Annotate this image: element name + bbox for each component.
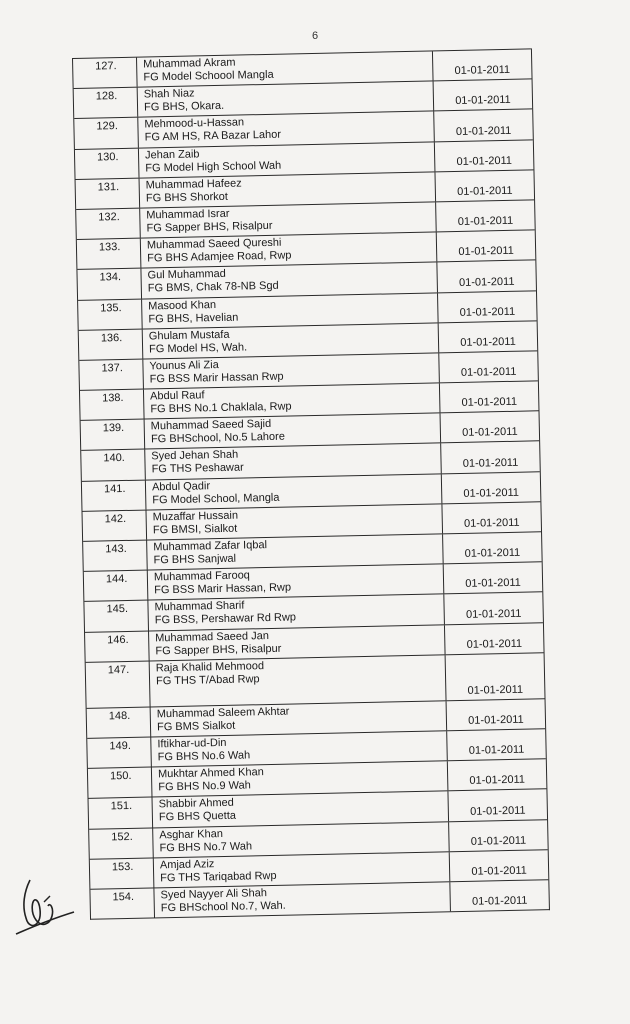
serial-number: 143.: [83, 541, 148, 572]
person-name: Amjad Aziz: [159, 857, 215, 872]
school-name: FG AM HS, RA Bazar Lahor: [144, 129, 282, 144]
name-cell: [153, 822, 450, 857]
name-cell: [140, 172, 437, 207]
person-name: Syed Jehan Shah: [151, 449, 239, 463]
date-cell: 01-01-2011: [454, 64, 511, 78]
school-name: FG THS T/Abad Rwp: [155, 672, 260, 688]
name-cell: [141, 233, 438, 268]
serial-number: 128.: [74, 88, 139, 119]
person-name: Syed Nayyer Ali Shah: [160, 886, 268, 902]
date-cell: 01-01-2011: [458, 245, 514, 259]
name-cell: [150, 655, 447, 706]
date-cell: 01-01-2011: [457, 184, 513, 198]
serial-number: 127.: [73, 58, 138, 89]
serial-number: 132.: [76, 209, 141, 240]
serial-number: 149.: [87, 737, 152, 768]
school-name: FG BHS Adamjee Road, Rwp: [147, 249, 292, 265]
person-name: Abdul Rauf: [149, 389, 205, 403]
school-name: FG Model HS, Wah.: [148, 341, 248, 356]
name-cell: [145, 444, 442, 479]
school-name: FG Model Schoool Mangla: [143, 68, 274, 84]
name-cell: [138, 112, 435, 147]
school-name: FG BHS No.7 Wah: [159, 839, 253, 854]
serial-number: 134.: [77, 269, 142, 300]
person-name: Ghulam Mustafa: [148, 328, 230, 343]
serial-number: 135.: [78, 299, 143, 330]
school-name: FG BSS Marir Hassan, Rwp: [154, 581, 292, 597]
date-cell: 01-01-2011: [455, 124, 512, 138]
date-cell: 01-01-2011: [468, 743, 525, 757]
name-cell: [139, 142, 436, 177]
date-cell: 01-01-2011: [467, 683, 524, 697]
person-name: Shabbir Ahmed: [158, 797, 234, 811]
school-name: FG BHS No.9 Wah: [158, 779, 251, 794]
serial-number: 141.: [82, 480, 147, 511]
person-name: Mukhtar Ahmed Khan: [157, 766, 264, 781]
name-cell: [147, 534, 444, 569]
person-name: Muhammad Saeed Qureshi: [146, 236, 282, 252]
serial-number: 154.: [90, 888, 155, 919]
person-name: Younus Ali Zia: [149, 358, 219, 373]
name-cell: [151, 701, 448, 736]
person-name: Muhammad Farooq: [153, 569, 251, 584]
person-name: Muhammad Saeed Sajid: [150, 418, 272, 433]
person-name: Iftikhar-ud-Din: [157, 736, 227, 751]
person-name: Shah Niaz: [143, 87, 195, 101]
name-cell: [148, 595, 445, 630]
serial-number: 140.: [81, 450, 146, 481]
name-cell: [143, 353, 440, 388]
name-cell: [142, 293, 439, 328]
date-cell: 01-01-2011: [465, 577, 521, 591]
person-name: Asghar Khan: [159, 827, 224, 841]
serial-number: 139.: [81, 420, 146, 451]
name-cell: [143, 323, 440, 358]
name-cell: [154, 852, 451, 887]
school-name: FG BHS, Okara.: [143, 100, 225, 114]
person-name: Muhammad Zafar Iqbal: [153, 539, 268, 554]
serial-number: 129.: [74, 118, 139, 149]
school-name: FG BHS Shorkot: [145, 190, 228, 205]
staff-table: [72, 48, 550, 920]
school-name: FG BMS Sialkot: [156, 719, 236, 734]
serial-number: 138.: [80, 390, 145, 421]
person-name: Abdul Qadir: [151, 479, 211, 494]
school-name: FG BHS, Havelian: [148, 311, 239, 325]
serial-number: 147.: [86, 661, 151, 707]
serial-number: 137.: [79, 359, 144, 390]
date-cell: 01-01-2011: [460, 335, 516, 349]
person-name: Masood Khan: [148, 298, 217, 312]
name-cell: [151, 731, 448, 766]
date-cell: 01-01-2011: [456, 154, 513, 168]
date-cell: 01-01-2011: [462, 456, 519, 470]
serial-number: 145.: [84, 601, 149, 632]
date-cell: 01-01-2011: [455, 94, 511, 108]
school-name: FG THS Tariqabad Rwp: [160, 869, 277, 885]
serial-number: 144.: [84, 571, 149, 602]
school-name: FG Model School, Mangla: [152, 491, 280, 507]
person-name: Gul Muhammad: [147, 268, 226, 282]
date-cell: 01-01-2011: [459, 305, 516, 319]
name-cell: [149, 625, 446, 660]
serial-number: 130.: [75, 148, 140, 179]
school-name: FG BMS, Chak 78-NB Sgd: [147, 280, 279, 295]
name-cell: [152, 761, 449, 796]
serial-number: 136.: [79, 329, 144, 360]
date-cell: 01-01-2011: [464, 546, 521, 561]
table-row: [86, 652, 545, 708]
school-name: FG BHS Sanjwal: [153, 552, 237, 567]
date-cell: 01-01-2011: [460, 365, 517, 379]
person-name: Muhammad Sharif: [154, 599, 245, 614]
date-cell: 01-01-2011: [463, 516, 520, 530]
serial-number: 146.: [85, 631, 150, 662]
school-name: FG Sapper BHS, Risalpur: [155, 642, 282, 657]
date-cell: 01-01-2011: [463, 486, 520, 500]
school-name: FG BHSchool No.7, Wah.: [160, 899, 286, 915]
name-cell: [153, 792, 450, 827]
person-name: Raja Khalid Mehmood: [155, 659, 265, 675]
date-cell: 01-01-2011: [457, 214, 514, 229]
serial-number: 142.: [83, 510, 148, 541]
name-cell: [141, 263, 438, 298]
date-cell: 01-01-2011: [468, 713, 524, 727]
date-cell: 01-01-2011: [466, 637, 523, 651]
name-cell: [146, 474, 443, 509]
date-cell: 01-01-2011: [470, 834, 527, 848]
name-cell: [146, 504, 443, 539]
school-name: FG BHSchool, No.5 Lahore: [150, 430, 286, 446]
school-name: FG THS Peshawar: [151, 461, 244, 476]
date-cell: 01-01-2011: [461, 396, 518, 410]
date-cell: 01-01-2011: [462, 426, 518, 440]
name-cell: [145, 414, 442, 449]
date-cell: 01-01-2011: [470, 804, 526, 818]
school-name: FG Sapper BHS, Risalpur: [146, 219, 273, 235]
name-cell: [148, 565, 445, 600]
person-name: Muhammad Saeed Jan: [155, 629, 269, 644]
date-cell: 01-01-2011: [469, 773, 526, 788]
serial-number: 148.: [87, 707, 152, 738]
page-number: 6: [311, 30, 319, 42]
school-name: FG BSS Marir Hassan Rwp: [149, 370, 284, 386]
person-name: Muhammad Akram: [143, 56, 236, 71]
date-cell: 01-01-2011: [465, 607, 522, 621]
school-name: FG BMSI, Sialkot: [152, 522, 238, 537]
school-name: FG BHS No.1 Chaklala, Rwp: [150, 400, 292, 416]
serial-number: 152.: [89, 828, 154, 859]
person-name: Muzaffar Hussain: [152, 509, 239, 524]
person-name: Mehmood-u-Hassan: [144, 116, 245, 131]
school-name: FG BHS Quetta: [158, 810, 237, 824]
person-name: Muhammad Israr: [146, 207, 230, 222]
name-cell: [154, 882, 451, 917]
date-cell: 01-01-2011: [458, 275, 515, 289]
person-name: Muhammad Saleem Akhtar: [156, 705, 290, 721]
serial-number: 133.: [77, 239, 142, 270]
name-cell: [140, 202, 437, 237]
name-cell: [138, 82, 435, 117]
date-cell: 01-01-2011: [471, 864, 527, 878]
person-name: Jehan Zaib: [144, 147, 200, 162]
date-cell: 01-01-2011: [471, 894, 528, 908]
school-name: FG BHS No.6 Wah: [157, 749, 251, 764]
serial-number: 151.: [89, 798, 154, 829]
school-name: FG Model High School Wah: [145, 159, 282, 175]
name-cell: [137, 51, 434, 86]
person-name: Muhammad Hafeez: [145, 177, 242, 192]
school-name: FG BSS, Pershawar Rd Rwp: [154, 611, 297, 627]
serial-number: 153.: [90, 858, 155, 889]
name-cell: [144, 383, 441, 418]
serial-number: 150.: [88, 768, 153, 799]
signature-mark: [14, 872, 78, 944]
serial-number: 131.: [76, 178, 141, 209]
